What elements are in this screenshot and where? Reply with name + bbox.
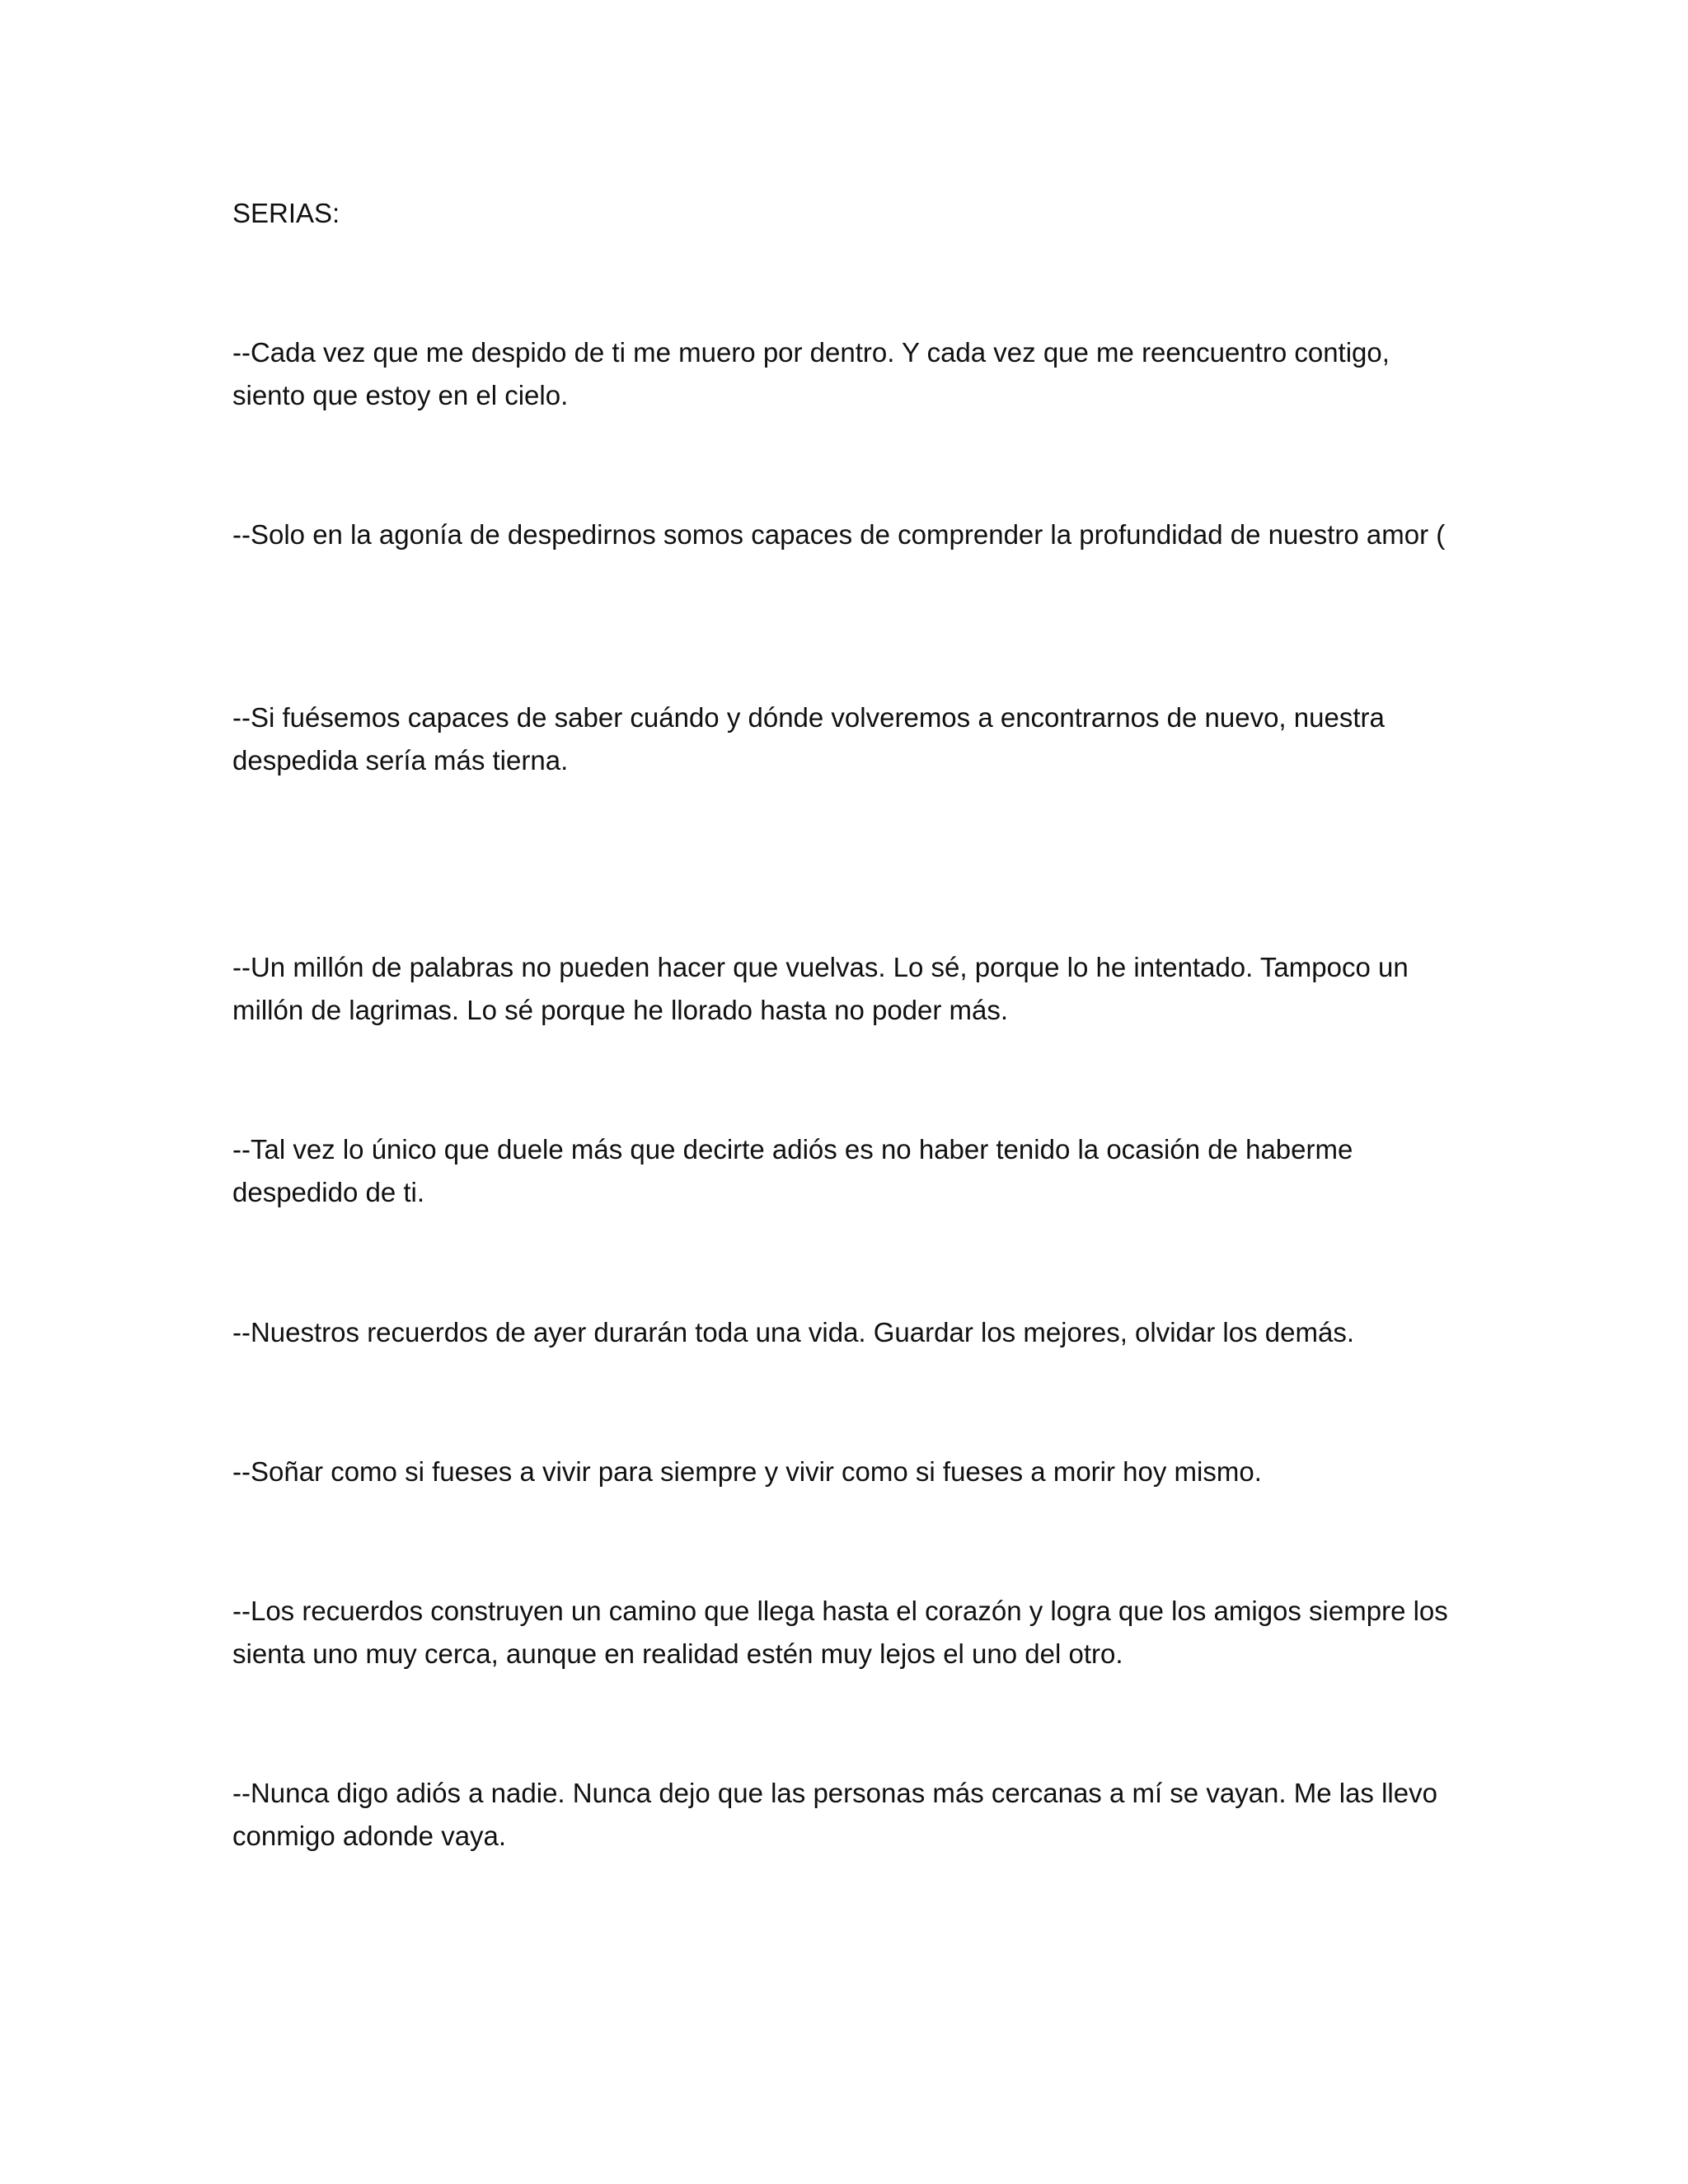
quote-paragraph-1: --Cada vez que me despido de ti me muero por dentro. Y cada vez que me reencuentro contigo, siento que estoy en el cielo. xyxy=(232,337,1390,410)
section-heading: SERIAS: xyxy=(232,198,340,228)
quote-paragraph-5: --Tal vez lo único que duele más que decirte adiós es no haber tenido la ocasión de haberme despedido de ti. xyxy=(232,1134,1353,1207)
quote-paragraph-8: --Los recuerdos construyen un camino que llega hasta el corazón y logra que los amigos siempre los sienta uno muy cerca, aunque en realidad estén muy lejos el uno del otro. xyxy=(232,1596,1448,1669)
quote-paragraph-9: --Nunca digo adiós a nadie. Nunca dejo que las personas más cercanas a mí se vayan. Me las llevo conmigo adonde vaya. xyxy=(232,1778,1437,1851)
quote-paragraph-2: --Solo en la agonía de despedirnos somos capaces de comprender la profundidad de nuestro amor ( xyxy=(232,519,1446,550)
quote-paragraph-3: --Si fuésemos capaces de saber cuándo y dónde volveremos a encontrarnos de nuevo, nuestra despedida sería más tierna. xyxy=(232,702,1385,776)
quote-paragraph-7: --Soñar como si fueses a vivir para siempre y vivir como si fueses a morir hoy mismo. xyxy=(232,1456,1262,1487)
quote-paragraph-6: --Nuestros recuerdos de ayer durarán toda una vida. Guardar los mejores, olvidar los demás. xyxy=(232,1317,1354,1347)
quote-paragraph-4: --Un millón de palabras no pueden hacer que vuelvas. Lo sé, porque lo he intentado. Tampoco un millón de lagrimas. Lo sé porque he llorado hasta no poder más. xyxy=(232,952,1409,1025)
